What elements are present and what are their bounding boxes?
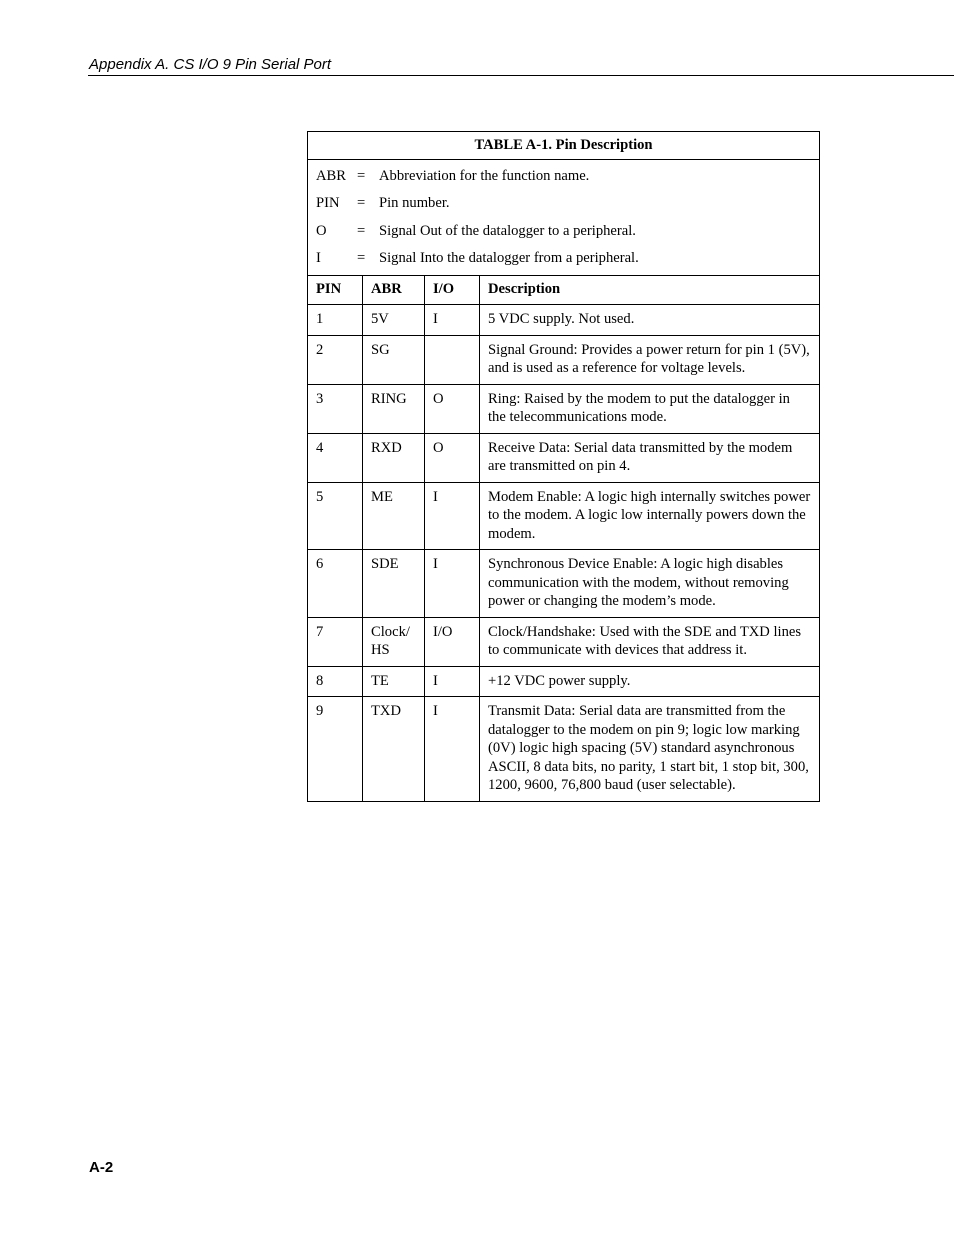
legend-text: Signal Into the datalogger from a peripheral. <box>379 250 639 267</box>
column-header-pin: PIN <box>308 276 363 305</box>
legend-abbr: PIN <box>316 195 340 212</box>
cell-description: Signal Ground: Provides a power return for pin 1 (5V), and is used as a reference for voltage levels. <box>480 335 820 384</box>
cell-io: O <box>425 384 480 433</box>
cell-pin: 1 <box>308 305 363 336</box>
table-row <box>308 697 820 802</box>
cell-description: Transmit Data: Serial data are transmitted from the datalogger to the modem on pin 9; logic low marking (0V) logic high spacing (5V) standard asynchronous ASCII, 8 data bits, no parity, 1 start bit, 1 stop bit, 300, 1200, 9600, 76,800 baud (user selectable). <box>480 697 820 802</box>
table-row <box>308 666 820 697</box>
cell-io <box>425 335 480 384</box>
cell-pin: 9 <box>308 697 363 802</box>
cell-pin: 2 <box>308 335 363 384</box>
table-row <box>308 305 820 336</box>
cell-io: I/O <box>425 617 480 666</box>
legend-abbr: I <box>316 250 321 267</box>
cell-description: Ring: Raised by the modem to put the datalogger in the telecommunications mode. <box>480 384 820 433</box>
table-caption: TABLE A-1. Pin Description <box>308 132 820 160</box>
table-row <box>308 433 820 482</box>
legend-item <box>308 162 819 190</box>
table-row <box>308 617 820 666</box>
legend-abbr: O <box>316 222 327 239</box>
legend-item <box>308 245 819 273</box>
column-header-description: Description <box>480 276 820 305</box>
table-header-row <box>308 276 820 305</box>
legend-equals: = <box>357 250 366 267</box>
legend-text: Abbreviation for the function name. <box>379 167 590 184</box>
table-row <box>308 335 820 384</box>
header-rule <box>88 75 954 76</box>
cell-io: I <box>425 666 480 697</box>
cell-description: Receive Data: Serial data transmitted by the modem are transmitted on pin 4. <box>480 433 820 482</box>
cell-pin: 4 <box>308 433 363 482</box>
pin-description-table <box>307 131 820 802</box>
cell-abr: SDE <box>363 550 425 618</box>
cell-io: I <box>425 697 480 802</box>
legend-equals: = <box>357 167 366 184</box>
cell-description: Clock/Handshake: Used with the SDE and TXD lines to communicate with devices that address it. <box>480 617 820 666</box>
cell-io: I <box>425 550 480 618</box>
page-number: A-2 <box>89 1159 114 1176</box>
cell-abr: TXD <box>363 697 425 802</box>
cell-pin: 8 <box>308 666 363 697</box>
legend-text: Signal Out of the datalogger to a peripheral. <box>379 222 636 239</box>
cell-io: I <box>425 482 480 550</box>
cell-abr: Clock/ HS <box>363 617 425 666</box>
table-legend <box>308 160 820 276</box>
cell-description: 5 VDC supply. Not used. <box>480 305 820 336</box>
legend-text: Pin number. <box>379 195 450 212</box>
cell-pin: 7 <box>308 617 363 666</box>
cell-description: Modem Enable: A logic high internally switches power to the modem. A logic low internally powers down the modem. <box>480 482 820 550</box>
legend-item <box>308 190 819 218</box>
cell-abr: RXD <box>363 433 425 482</box>
cell-pin: 3 <box>308 384 363 433</box>
column-header-abr: ABR <box>363 276 425 305</box>
column-header-io: I/O <box>425 276 480 305</box>
table-row <box>308 550 820 618</box>
table-row <box>308 482 820 550</box>
cell-abr: TE <box>363 666 425 697</box>
cell-abr: ME <box>363 482 425 550</box>
legend-item <box>308 217 819 245</box>
cell-pin: 6 <box>308 550 363 618</box>
cell-description: +12 VDC power supply. <box>480 666 820 697</box>
cell-pin: 5 <box>308 482 363 550</box>
cell-io: I <box>425 305 480 336</box>
cell-abr: 5V <box>363 305 425 336</box>
legend-equals: = <box>357 195 366 212</box>
cell-abr: RING <box>363 384 425 433</box>
running-header: Appendix A. CS I/O 9 Pin Serial Port <box>89 56 332 73</box>
legend-abbr: ABR <box>316 167 347 184</box>
cell-abr: SG <box>363 335 425 384</box>
cell-description: Synchronous Device Enable: A logic high disables communication with the modem, without removing power or changing the modem’s mode. <box>480 550 820 618</box>
legend-equals: = <box>357 222 366 239</box>
table-row <box>308 384 820 433</box>
cell-io: O <box>425 433 480 482</box>
